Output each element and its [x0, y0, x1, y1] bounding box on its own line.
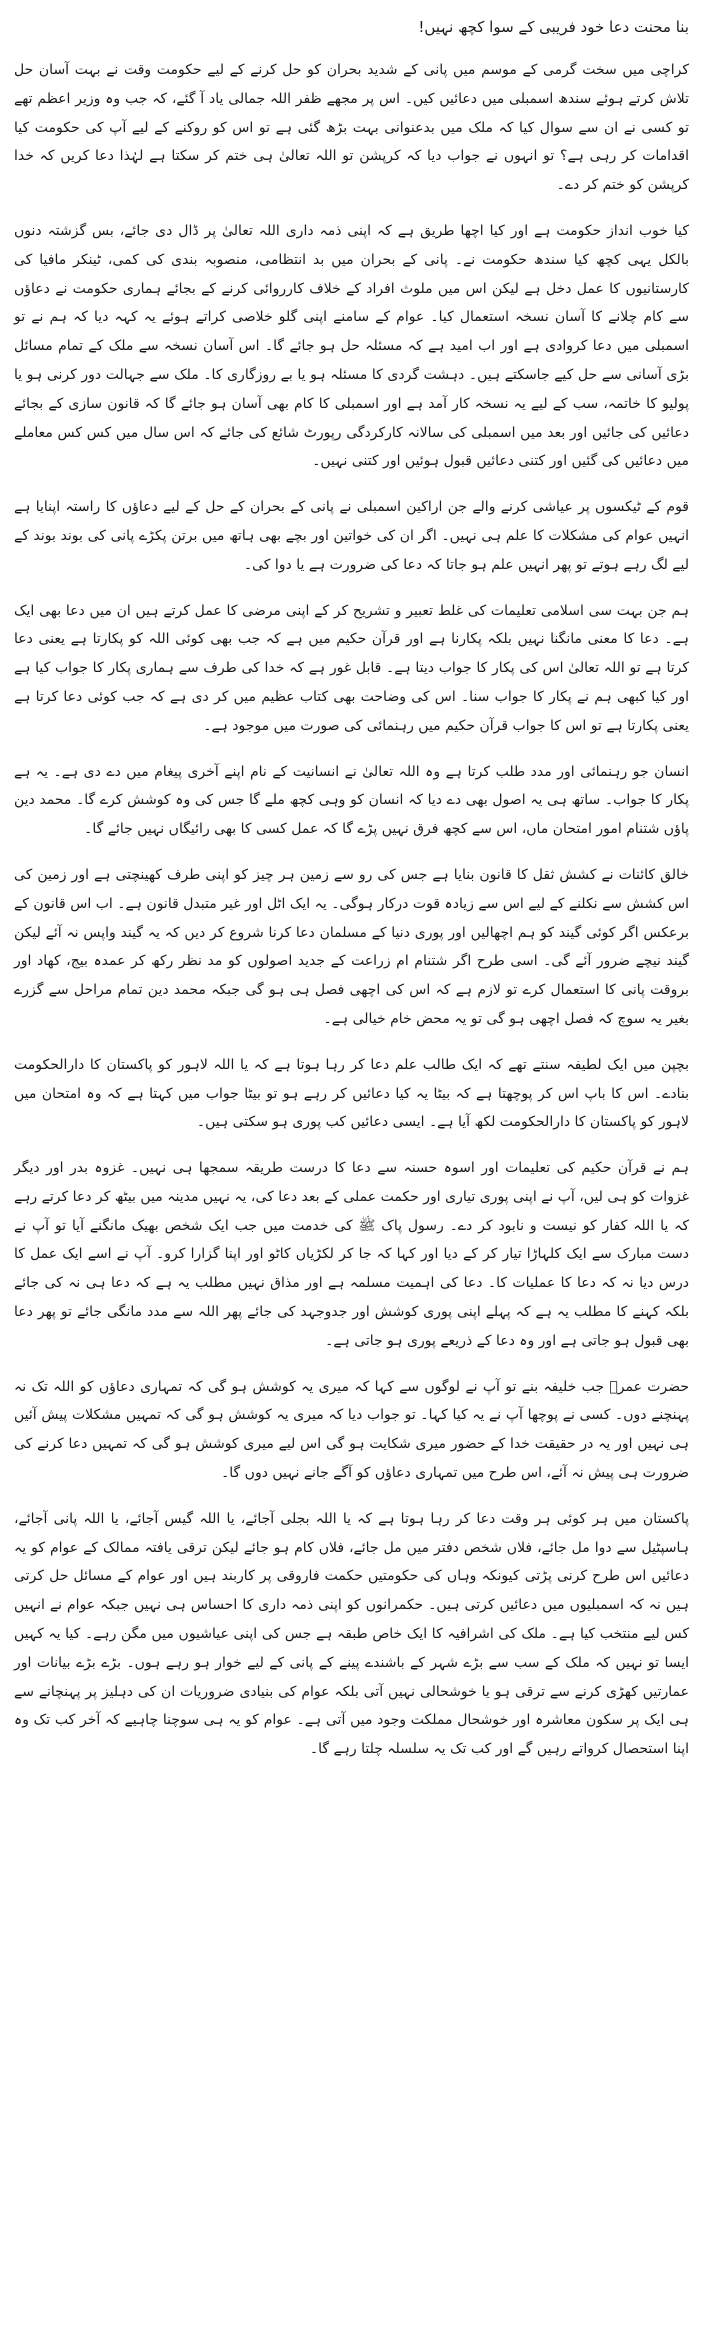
article-paragraph-9: حضرت عمرؓ جب خلیفہ بنے تو آپ نے لوگوں سے کہا کہ میری یہ کوشش ہو گی کہ تمہاری دعاؤں کو اللہ تک نہ پہنچنے دوں۔ کسی نے پوچھا آپ نے یہ کیا کہا۔ تو جواب دیا کہ میری یہ کوشش ہو گی کہ تمہیں مشکلات پیش آئیں ہی نہیں اور یہ در حقیقت خدا کے حضور میری شکایت ہو گی اس لیے میری کوشش ہو گی کہ تمہیں دعا کرنے کی ضرورت ہی پیش نہ آئے، اس طرح میں تمہاری دعاؤں کو آگے جانے نہیں دوں گا۔: [14, 1378, 690, 1482]
article-paragraph-3: قوم کے ٹیکسوں پر عیاشی کرنے والے جن اراکین اسمبلی نے پانی کے بحران کے حل کے لیے دعاؤں کا راستہ اپنایا ہے انہیں عوام کی مشکلات کا علم ہی نہیں۔ اگر ان کی خواتین اور بچے بھی ہاتھ میں برتن پکڑے پانی کی بوند بوند کے لیے لگ رہے ہوتے تو پھر انہیں علم ہو جاتا کہ دعا کی ضرورت ہے یا دوا کی۔: [14, 499, 689, 573]
article-paragraph-10: پاکستان میں ہر کوئی ہر وقت دعا کر رہا ہوتا ہے کہ یا اللہ بجلی آجائے، یا اللہ گیس آجائے، یا اللہ پانی آجائے، ہاسپٹیل سے دوا مل جائے، فلاں شخص دفتر میں مل جائے، فلاں کام ہو جائے لیکن ترقی یافتہ ممالک کے عوام کو یہ دعائیں اس طرح کرنی پڑتی کیونکہ وہاں کی حکومتیں حکمت فاروقی پر کاربند ہیں اور عوام کے مسائل حل کرتی ہیں نہ کہ اسمبلیوں میں دعائیں کرتی ہیں۔ حکمرانوں کو اپنی ذمہ داری کا احساس ہی نہیں جبکہ عوام نے انہیں کس لیے منتخب کیا ہے۔ ملک کی اشرافیہ کا ایک خاص طبقہ ہے جس کی اپنی عیاشیوں میں مگن رہے۔ کیا یہ کہیں ایسا تو نہیں کہ ملک کے سب سے بڑے شہر کے باشندے پینے کے پانی کے لیے خوار ہو رہے ہوں۔ بڑے بڑے بیانات اور عمارتیں کھڑی کرنے سے ترقی ہو یا خوشحالی نہیں آتی بلکہ عوام کی بنیادی ضروریات ان کی دہلیز پر پہنچانے سے ہی ایک پر سکون معاشرہ اور خوشحال مملکت وجود میں آتی ہے۔ عوام کو یہ ہی سوچنا چاہیے کہ آخر کب تک وہ اپنا استحصال کرواتے رہیں گے اور کب تک یہ سلسلہ چلتا رہے گا۔: [14, 1510, 689, 1758]
article-paragraph-6: خالق کائنات نے کشش ثقل کا قانون بنایا ہے جس کی رو سے زمین ہر چیز کو اپنی طرف کھینچتی ہے اور زمین کی اس کشش سے نکلنے کے لیے اس سے زیادہ قوت درکار ہوگی۔ یہ ایک اٹل اور غیر متبدل قانون ہے۔ اب اس قانون کے برعکس اگر کوئی گیند کو ہم اچھالیں اور پوری دنیا کے مسلمان دعا کرنا شروع کر دیں کہ یہ گیند واپس نہ آئے لیکن گیند نیچے ضرور آئے گی۔ اسی طرح اگر شتنام ام زراعت کے جدید اصولوں کو مد نظر رکھ کر عمدہ بیج، کھاد اور بروقت پانی کا استعمال کرے تو لازم ہے کہ اس کی اچھی فصل ہی ہو گی جبکہ محمد دین تمام مراحل سے گزرے بغیر یہ سوچ کہ فصل اچھی ہو گی تو یہ محض خام خیالی ہے۔: [14, 866, 689, 1027]
article-paragraph-8: ہم نے قرآن حکیم کی تعلیمات اور اسوہ حسنہ سے دعا کا درست طریقہ سمجھا ہی نہیں۔ غزوہ بدر اور دیگر غزوات کو ہی لیں، آپ نے اپنی پوری تیاری اور حکمت عملی کے بعد دعا کی، یہ نہیں مدینہ میں بیٹھ کر دعا کرتے رہے کہ یا اللہ کفار کو نیست و نابود کر دے۔ رسول پاک ﷺ کی خدمت میں جب ایک شخص بھیک مانگنے آیا تو آپ نے دست مبارک سے ایک کلہاڑا تیار کر کے دیا اور کہا کہ جا کر لکڑیاں کاٹو اور اپنا گزارا کرو۔ آپ نے اسے ایک عمل کا درس دیا نہ کہ دعا کا عملیات کا۔ دعا کی اہمیت مسلمہ ہے اور مذاق نہیں مطلب یہ ہے کہ دعا ہی نہ کی جائے بلکہ کہنے کا مطلب یہ ہے کہ پہلے اپنی پوری کوشش اور جدوجہد کی جائے پھر اللہ سے مدد مانگی جائے تو پھر دعا بھی قبول ہو جاتی ہے اور وہ دعا کے ذریعے پوری ہو جاتی ہے۔: [14, 1160, 689, 1349]
article-paragraph-1: کراچی میں سخت گرمی کے موسم میں پانی کے شدید بحران کو حل کرنے کے لیے حکومت وقت نے بہت آسان حل تلاش کرتے ہوئے سندھ اسمبلی میں دعائیں کیں۔ اس پر مجھے ظفر اللہ جمالی یاد آ گئے، کہ جب وہ وزیر اعظم تھے تو کسی نے ان سے سوال کیا کہ ملک میں بدعنوانی بہت بڑھ گئی ہے تو اس کو روکنے کے لیے آپ کی حکومت کیا اقدامات کر رہی ہے؟ تو انہوں نے جواب دیا کہ کرپشن تو اللہ تعالیٰ ہی ختم کر سکتا ہے لہٰذا دعا کریں کہ خدا کرپشن کو ختم کر دے۔: [14, 62, 689, 194]
article-paragraph-2: کیا خوب انداز حکومت ہے اور کیا اچھا طریق ہے کہ اپنی ذمہ داری اللہ تعالیٰ پر ڈال دی جائے، بس گزشتہ دنوں بالکل یہی کچھ کیا سندھ حکومت نے۔ پانی کے بحران میں بد انتظامی، منصوبہ بندی کی کمی، ٹینکر مافیا کی کارستانیوں کا عمل دخل ہے لیکن اس میں ملوث افراد کے خلاف کارروائی کرنے کے بجائے ہماری حکومت نے دعاؤں سے کام چلانے کا آسان نسخہ استعمال کیا۔ عوام کے سامنے اپنی گلو خلاصی کراتے ہوئے یہ کہہ دیا کہ ہم نے تو اسمبلی میں دعا کروادی ہے اور اب امید ہے کہ مسئلہ حل ہو جائے گا۔ اس آسان نسخہ سے ملک کے تمام مسائل بڑی آسانی سے حل کیے جاسکتے ہیں۔ دہشت گردی کا مسئلہ ہو یا بے روزگاری کا۔ ملک سے جہالت دور کرنی ہو یا پولیو کا خاتمہ، سب کے لیے یہ نسخہ کار آمد ہے اور اسمبلی کا کام بھی آسان ہو جائے گا کہ قانون سازی کے بجائے دعائیں کی جائیں اور بعد میں اسمبلی کی سالانہ کارکردگی رپورٹ شائع کی جائے کہ اس سال میں کس کس معاملے میں دعائیں کی گئیں اور کتنی دعائیں قبول ہوئیں اور کتنی نہیں۔: [14, 222, 689, 470]
article-headline: بنا محنت دعا خود فریبی کے سوا کچھ نہیں!: [418, 18, 689, 36]
article-paragraph-5: انسان جو رہنمائی اور مدد طلب کرتا ہے وہ اللہ تعالیٰ نے انسانیت کے نام اپنے آخری پیغام میں دے دی ہے۔ یہ ہے پکار کا جواب۔ ساتھ ہی یہ اصول بھی دے دیا کہ انسان کو وہی کچھ ملے گا جس کی وہ کوشش کرے گا۔ محمد دین پاؤں شتنام امور امتحان ماں، اس سے کچھ فرق نہیں پڑے گا کہ عمل کسی کا بھی رائیگاں نہیں جائے گا۔: [14, 763, 689, 838]
article-paragraph-7: بچپن میں ایک لطیفہ سنتے تھے کہ ایک طالب علم دعا کر رہا ہوتا ہے کہ یا اللہ لاہور کو پاکستان کا دارالحکومت بنادے۔ اس کا باپ اس کر پوچھتا ہے کہ بیٹا یہ کیا دعائیں کر رہے ہو تو بیٹا جواب میں کہتا ہے کہ وہ امتحان میں لاہور کو پاکستان کا دارالحکومت لکھ آیا ہے۔ ایسی دعائیں کب پوری ہو سکتی ہیں۔: [14, 1056, 689, 1131]
article-paragraph-4: ہم جن بہت سی اسلامی تعلیمات کی غلط تعبیر و تشریح کر کے اپنی مرضی کا عمل کرتے ہیں ان میں دعا بھی ایک ہے۔ دعا کا معنی مانگنا نہیں بلکہ پکارنا ہے اور قرآن حکیم میں ہے کہ جب بھی کوئی اللہ کو پکارتا ہے یعنی دعا کرتا ہے تو اللہ تعالیٰ اس کی پکار کا جواب دیتا ہے۔ قابل غور ہے کہ خدا کی طرف سے ہماری پکار کا جواب کیا ہے اور کیا کبھی ہم نے پکار کا جواب سنا۔ اس کی وضاحت بھی کتاب عظیم میں کر دی ہے کہ جب کوئی دعا کرتا ہے یعنی پکارتا ہے تو اس کا جواب قرآن حکیم میں رہنمائی کی صورت میں موجود ہے۔: [14, 602, 689, 734]
